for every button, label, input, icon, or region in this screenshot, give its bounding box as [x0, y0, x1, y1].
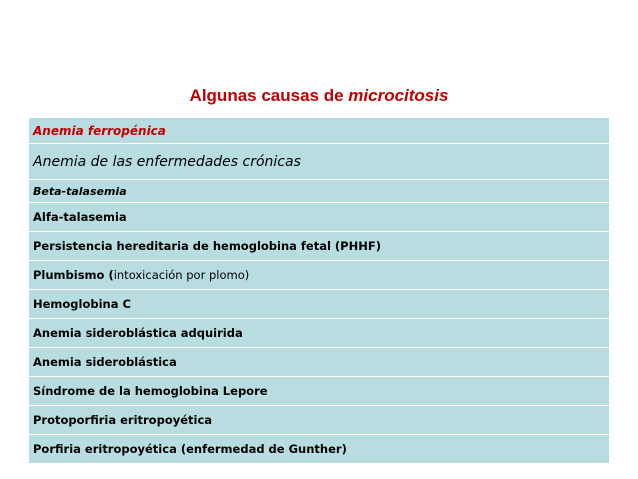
cause-label: Síndrome de la hemoglobina Lepore	[33, 384, 268, 398]
table-row	[29, 232, 609, 261]
cause-label: Plumbismo (	[33, 268, 114, 282]
cause-note: intoxicación por plomo)	[113, 268, 250, 282]
title-emphasis: microcitosis	[348, 86, 449, 105]
table-row	[29, 406, 609, 435]
cause-label: Porfiria eritropoyética (enfermedad de Gunther)	[33, 442, 347, 456]
table-row	[29, 118, 609, 144]
table-row	[29, 377, 609, 406]
cause-label: Anemia sideroblástica	[33, 355, 177, 369]
table-row	[29, 348, 609, 377]
cause-label: Beta-talasemia	[33, 184, 127, 198]
table-row	[29, 261, 609, 290]
title-prefix: Algunas causas de	[189, 86, 349, 105]
cause-label: Anemia ferropénica	[33, 123, 166, 138]
table-row	[29, 203, 609, 232]
table-row	[29, 319, 609, 348]
causes-table	[29, 118, 609, 464]
cause-label: Anemia sideroblástica adquirida	[33, 326, 243, 340]
cause-label: Persistencia hereditaria de hemoglobina fetal (PHHF)	[33, 239, 381, 253]
cause-label: Anemia de las enfermedades crónicas	[33, 153, 301, 170]
table-row	[29, 290, 609, 319]
page-title	[0, 86, 638, 106]
table-row	[29, 144, 609, 180]
cause-label: Hemoglobina C	[33, 297, 131, 311]
table-row	[29, 180, 609, 203]
cause-label: Protoporfiria eritropoyética	[33, 413, 213, 427]
cause-label: Alfa-talasemia	[33, 210, 127, 224]
table-row	[29, 435, 609, 464]
